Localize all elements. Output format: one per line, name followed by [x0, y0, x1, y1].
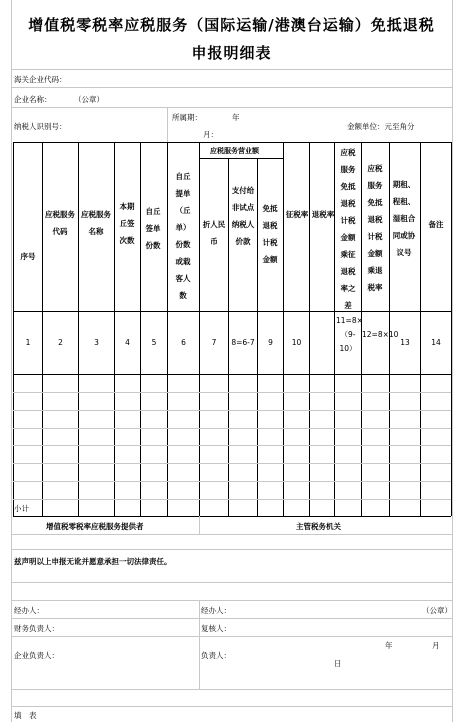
authority-label: 主管税务机关 — [296, 522, 341, 531]
taxpayer-id-label: 纳税人识别号： — [14, 122, 67, 131]
col-number: 1 — [25, 338, 31, 347]
header-reg-count: 自丘签单份数 — [145, 207, 161, 250]
header-remark: 备注 — [428, 220, 444, 229]
date-day: 日 — [334, 659, 342, 668]
finance-label: 财务负责人： — [14, 624, 59, 633]
header-exempt-tax: 应税服务免抵退税计税金额乘退税率 — [367, 164, 383, 292]
col-number: 8=6-7 — [231, 338, 255, 347]
col-number: 5 — [151, 338, 157, 347]
col-number: 12=8×10 — [362, 330, 399, 339]
provider-label: 增值税零税率应税服务提供者 — [46, 522, 144, 531]
header-contract-no: 期租、程租、湿租合同或协议号 — [392, 180, 416, 257]
date-month: 月 — [432, 641, 440, 650]
header-service-code: 应税服务代码 — [45, 210, 75, 236]
col-number: 4 — [125, 338, 130, 347]
header-refund-rate: 退税率 — [311, 210, 335, 219]
header-exempt-tax-diff: 应税服务免抵退税计税金额乘征退税率之差 — [340, 148, 356, 310]
declaration-text: 兹声明以上申报无讹并愿意承担一切法律责任。 — [14, 557, 172, 566]
header-group-revenue: 应税服务营业额 — [210, 147, 259, 155]
col-number: 14 — [431, 338, 441, 347]
header-rmb: 折人民币 — [202, 220, 226, 246]
col-number: 2 — [58, 338, 63, 347]
col-number: 11=8×（9-10） — [336, 316, 363, 353]
col-number: 13 — [400, 338, 410, 347]
company-seal-label: （公章） — [74, 95, 104, 104]
filled-label: 填 表 — [14, 711, 37, 720]
period-month: 月： — [203, 130, 218, 139]
header-seq: 序号 — [20, 252, 36, 261]
company-name-label: 企业名称： — [14, 95, 52, 104]
unit-label: 金额单位：元至角分 — [347, 122, 415, 131]
reviewer-label: 复核人： — [201, 624, 231, 633]
handler-right-label: 经办人： — [201, 606, 231, 615]
header-own-doc: 自丘提单（丘单）份数或载客人数 — [175, 172, 191, 300]
period-year: 年 — [232, 113, 240, 122]
date-year: 年 — [385, 641, 393, 650]
company-head-label: 企业负责人： — [14, 651, 59, 660]
seal-label: （公章） — [422, 606, 452, 615]
header-service-name: 应税服务名称 — [81, 210, 111, 236]
handler-left-label: 经办人： — [14, 606, 44, 615]
header-levy-rate: 征税率 — [285, 210, 309, 219]
subtotal-label: 小计 — [14, 504, 29, 513]
title-line1: 增值税零税率应税服务（国际运输/港澳台运输）免抵退税 — [28, 16, 435, 34]
col-number: 9 — [268, 338, 273, 347]
col-number: 10 — [291, 338, 302, 347]
col-number: 7 — [211, 338, 217, 347]
header-exempt-base: 免抵退税计税金额 — [262, 204, 278, 264]
period-label: 所属期： — [172, 113, 202, 122]
chief-label: 负责人： — [201, 651, 231, 660]
header-current-tickets: 本期丘签次数 — [119, 202, 135, 245]
header-payable: 支付给非试点纳税人价款 — [231, 186, 255, 246]
customs-code-label: 海关企业代码： — [14, 75, 67, 84]
title-line2: 申报明细表 — [191, 44, 272, 62]
col-number: 6 — [181, 338, 186, 347]
col-number: 3 — [94, 338, 99, 347]
